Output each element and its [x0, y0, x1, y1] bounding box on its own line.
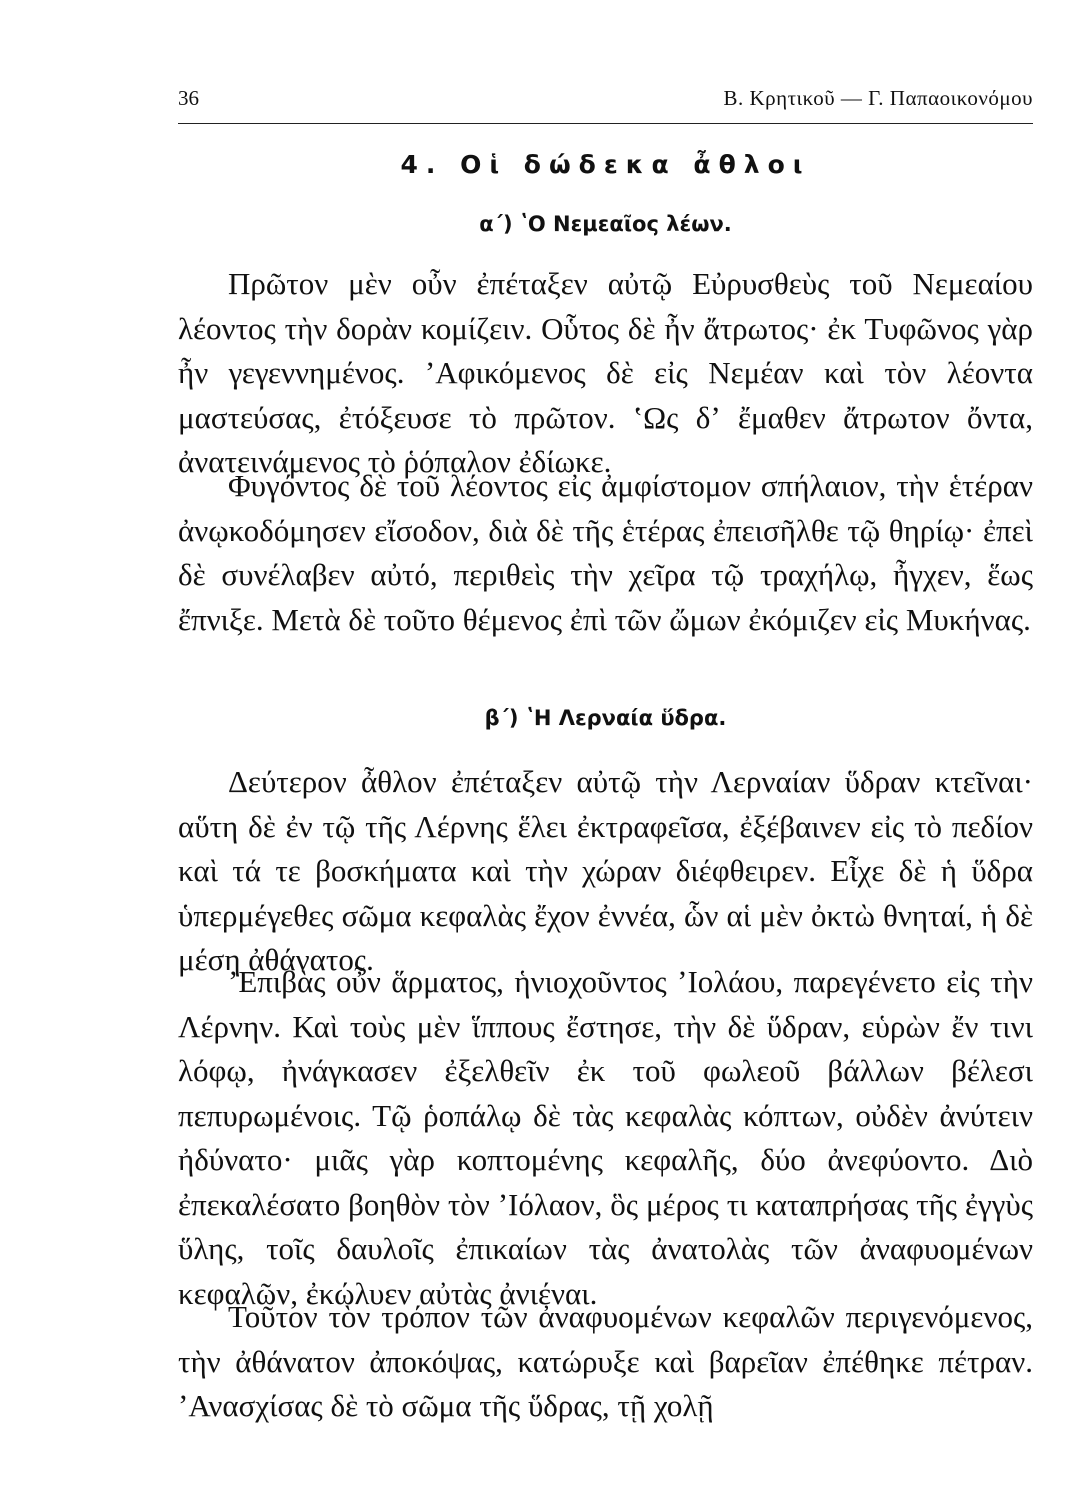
chapter-title: 4. Οἱ δώδεκα ἆθλοι: [400, 150, 811, 179]
paragraph: Φυγόντος δὲ τοῦ λέοντος εἰς ἀμφίστομον σπήλαιον, τὴν ἑτέραν ἀνῳκοδόμησεν εἴσοδον, διὰ δὲ τῆς ἑτέρας ἐπεισῆλθε τῷ θηρίῳ· ἐπεὶ δὲ συνέλαβεν αὐτό, περιθεὶς τὴν χεῖρα τῷ τραχήλῳ, ἦγχεν, ἕως ἔπνιξε. Μετὰ δὲ τοῦτο θέμενος ἐπὶ τῶν ὤμων ἐκόμιζεν εἰς Μυκήνας.: [178, 468, 1033, 637]
running-head: Β. Κρητικοῦ — Γ. Παπαοικονόμου: [723, 86, 1033, 110]
paragraph: ʼΕπιβὰς οὖν ἅρματος, ἡνιοχοῦντος ʼΙολάου, παρεγένετο εἰς τὴν Λέρνην. Καὶ τοὺς μὲν ἵππους ἔστησε, τὴν δὲ ὕδραν, εὑρὼν ἔν τινι λόφῳ, ἠνάγκασεν ἐξελθεῖν ἐκ τοῦ φωλεοῦ βάλλων βέλεσι πεπυρωμένοις. Τῷ ῥοπάλῳ δὲ τὰς κεφαλὰς κόπτων, οὐδὲν ἀνύτειν ἠδύνατο· μιᾶς γὰρ κοπτομένης κεφαλῆς, δύο ἀνεφύοντο. Διὸ ἐπεκαλέσατο βοηθὸν τὸν ʼΙόλαον, ὃς μέρος τι καταπρήσας τῆς ἐγγὺς ὕλης, τοῖς δαυλοῖς ἐπικαίων τὰς ἀνατολὰς τῶν ἀναφυομένων κεφαλῶν, ἐκώλυεν αὐτὰς ἀνιέναι.: [178, 964, 1033, 1311]
section-title-lernaean-hydra: β΄) ʽΗ Λερναία ὕδρα.: [484, 706, 727, 730]
paragraph: Τοῦτον τὸν τρόπον τῶν ἀναφυομένων κεφαλῶν περιγενόμενος, τὴν ἀθάνατον ἀποκόψας, κατώρυξε καὶ βαρεῖαν ἐπέθηκε πέτραν. ʼΑνασχίσας δὲ τὸ σῶμα τῆς ὕδρας, τῇ χολῇ: [178, 1299, 1033, 1423]
page-number: 36: [178, 86, 199, 110]
paragraph: Πρῶτον μὲν οὖν ἐπέταξεν αὐτῷ Εὐρυσθεὺς τοῦ Νεμεαίου λέοντος τὴν δορὰν κομίζειν. Οὗτος δὲ ἦν ἄτρωτος· ἐκ Τυφῶνος γὰρ ἦν γεγεννημένος. ʼΑφικόμενος δὲ εἰς Νεμέαν καὶ τὸν λέοντα μαστεύσας, ἐτόξευσε τὸ πρῶτον. ʽΩς δʼ ἔμαθεν ἄτρωτον ὄντα, ἀνατεινάμενος τὸ ῥόπαλον ἐδίωκε.: [178, 266, 1033, 479]
paragraph: Δεύτερον ἆθλον ἐπέταξεν αὐτῷ τὴν Λερναίαν ὕδραν κτεῖναι· αὕτη δὲ ἐν τῷ τῆς Λέρνης ἕλει ἐκτραφεῖσα, ἐξέβαινεν εἰς τὸ πεδίον καὶ τά τε βοσκήματα καὶ τὴν χώραν διέφθειρεν. Εἶχε δὲ ἡ ὕδρα ὑπερμέγεθες σῶμα κεφαλὰς ἔχον ἐννέα, ὧν αἱ μὲν ὀκτὼ θνηταί, ἡ δὲ μέση ἀθάνατος.: [178, 764, 1033, 977]
section-title-nemean-lion: α΄) ʽΟ Νεμεαῖος λέων.: [479, 212, 732, 236]
page-header: [178, 80, 1033, 116]
header-rule: [178, 123, 1033, 124]
